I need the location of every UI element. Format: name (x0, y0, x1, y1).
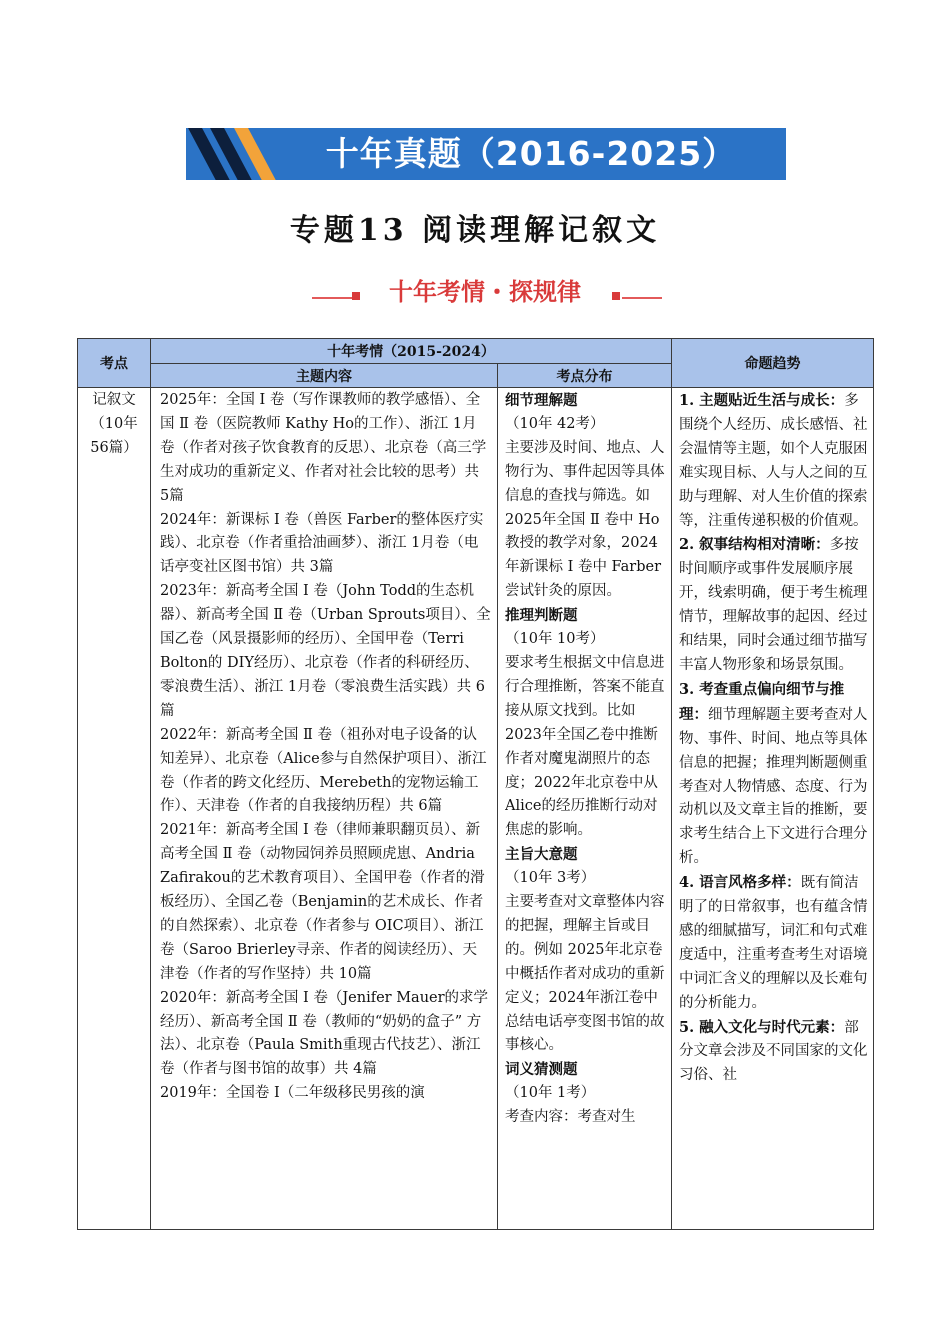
trend-title: 4. 语言风格多样： (679, 874, 801, 892)
question-type-text: 主要考查对文章整体内容的把握，理解主旨或目的。例如 2025年北京卷中概括作者对成功的重新定义；2024年浙江卷中总结电话亭变图书馆的故事核心。 (505, 894, 665, 1054)
question-type-text: 考查内容：考查对生 (505, 1109, 636, 1126)
trend-title: 2. 叙事结构相对清晰： (679, 536, 830, 554)
trend-item (679, 1016, 869, 1089)
topic-title: 专题13 阅读理解记叙文 (289, 213, 661, 248)
banner-title: 十年真题（2016-2025） (325, 134, 737, 173)
question-type-count: （10年 10考） (505, 631, 605, 648)
question-type-title: 主旨大意题 (505, 846, 578, 864)
trend-text: 多按时间顺序或事件发展顺序展开，线索明确，便于考生梳理情节，理解故事的起因、经过和结果，同时会通过细节描写丰富人物形象和场景氛围。 (679, 537, 868, 673)
year-entry: 2022年：新高考全国 Ⅱ 卷（祖孙对电子设备的认知差异）、北京卷（Alice参与自然保护项目）、浙江卷（作者的跨文化经历、Merebeth的宠物运输工作）、天津卷（作者的自我接纳历程）共 6篇 (160, 726, 487, 815)
trend-text: 细节理解题主要考查对人物、事件、时间、地点等具体信息的把握；推理判断题侧重考查对人物情感、态度、行为动机以及文章主旨的推断，要求考生结合上下文进行合理分析。 (679, 706, 868, 867)
header-fenbu: 考点分布 (498, 364, 672, 388)
trend-item (679, 533, 869, 677)
question-type-title: 推理判断题 (505, 607, 578, 625)
trend-title: 3. 考查重点偏向细节与推理： (679, 680, 845, 723)
cell-kaodian (78, 388, 151, 1230)
year-entry: 2023年：新高考全国 Ⅰ 卷（John Todd的生态机器）、新高考全国 Ⅱ 卷（Urban Sprouts项目）、全国乙卷（风景摄影师的经历）、全国甲卷（Terri Bolton的 DIY经历）、北京卷（作者的科研经历、零浪费生活）、浙江 1月卷（零浪费生活实践）共 6篇 (160, 583, 491, 719)
subtitle-divider-right (622, 297, 662, 299)
question-type-count: （10年 42考） (505, 415, 605, 432)
question-type-text: 要求考生根据文中信息进行合理推断，答案不能直接从原文找到。比如 2023年全国乙卷中推断作者对魔鬼湖照片的态度；2022年北京卷中从 Alice的经历推断行动对焦虑的影响。 (505, 654, 665, 839)
question-type-text: 主要涉及时间、地点、人物行为、事件起因等具体信息的查找与筛选。如 2025年全国 Ⅱ 卷中 Ho教授的教学对象，2024年新课标 Ⅰ 卷中 Farber尝试针灸的原因。 (505, 439, 665, 600)
kaodian-line: （10年 (90, 415, 138, 432)
question-type-title: 细节理解题 (505, 392, 578, 409)
header-shinian: 十年考情（2015-2024） (151, 339, 672, 364)
year-entry: 2021年：新高考全国 Ⅰ 卷（律师兼职翻页员）、新高考全国 Ⅱ 卷（动物园饲养员照顾虎崽、Andria Zafirakou的艺术教育项目）、全国甲卷（作者的滑板经历）、全国乙卷（Benjamin的艺术成长、作者的自然探索）、北京卷（作者参与 OIC项目）、浙江卷（Saroo Brierley寻亲、作者的阅读经历）、天津卷（作者的写作坚持）共 10篇 (160, 822, 485, 982)
trend-title: 1. 主题贴近生活与成长： (679, 392, 845, 409)
trend-item (679, 389, 869, 533)
year-entry: 2019年：全国卷 Ⅰ（二年级移民男孩的演 (160, 1085, 425, 1102)
header-zhuti: 主题内容 (151, 364, 498, 388)
trend-item (679, 678, 869, 871)
trend-title: 5. 融入文化与时代元素： (679, 1018, 845, 1036)
year-entry: 2020年：新高考全国 Ⅰ 卷（Jenifer Mauer的求学经历）、新高考全国 Ⅱ 卷（教师的“奶奶的盒子” 方法）、北京卷（Paula Smith重现古代技艺）、浙江卷（作者与图书馆的故事）共 4篇 (160, 989, 489, 1078)
question-type-count: （10年 3考） (505, 870, 596, 887)
cell-fenbu (498, 388, 672, 1230)
header-qushi: 命题趋势 (672, 339, 874, 388)
year-entry: 2024年：新课标 Ⅰ 卷（兽医 Farber的整体医疗实践）、北京卷（作者重拾油画梦）、浙江 1月卷（电话亭变社区图书馆）共 3篇 (160, 511, 484, 576)
subtitle-square-left (352, 292, 360, 300)
cell-zhuti (151, 388, 498, 1230)
trend-item (679, 871, 869, 1015)
kaodian-line: 记叙文 (92, 392, 136, 408)
subtitle-square-right (612, 292, 620, 300)
subtitle-block (0, 272, 950, 308)
kaodian-line: 56篇） (90, 439, 138, 456)
header-kaodian: 考点 (78, 339, 151, 388)
trend-text: 既有简洁明了的日常叙事，也有蕴含情感的细腻描写，词汇和句式难度适中，注重考查考生对语境中词汇含义的理解以及长难句的分析能力。 (679, 875, 868, 1011)
question-type-count: （10年 1考） (505, 1085, 596, 1102)
trend-text: 多围绕个人经历、成长感悟、社会温情等主题，如个人克服困难实现目标、人与人之间的互助与理解、对人生价值的探索等，注重传递积极的价值观。 (679, 393, 868, 529)
question-type-title: 词义猜测题 (505, 1061, 578, 1079)
subtitle: 十年考情・探规律 (389, 278, 581, 306)
cell-qushi (672, 388, 874, 1230)
year-entry: 2025年：全国 Ⅰ 卷（写作课教师的教学感悟）、全国 Ⅱ 卷（医院教师 Kathy Ho的工作）、浙江 1月卷（作者对孩子饮食教育的反思）、北京卷（高三学生对成功的重新定义、作者对社会比较的思考）共 5篇 (160, 392, 487, 504)
subtitle-divider-left (312, 297, 352, 299)
exam-analysis-table (77, 338, 874, 1230)
trend-text: 部分文章会涉及不同国家的文化习俗、社 (679, 1019, 868, 1084)
banner (186, 128, 786, 180)
